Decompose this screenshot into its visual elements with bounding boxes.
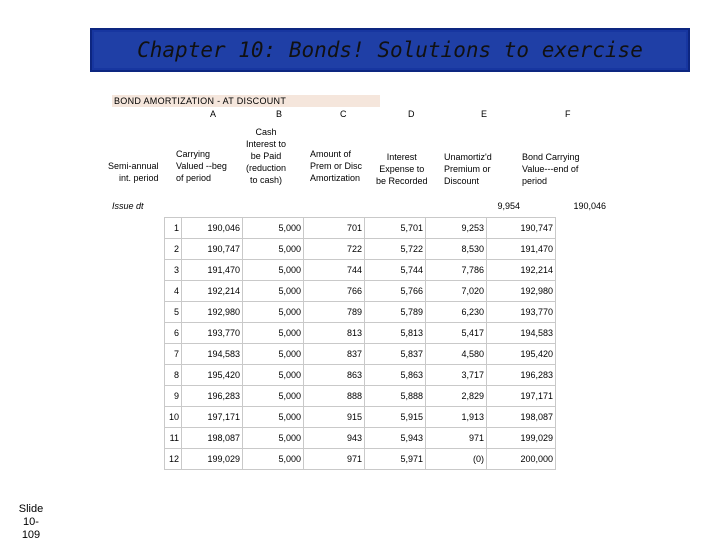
table-row <box>165 386 556 407</box>
table-cell: 197,171 <box>487 386 556 407</box>
table-cell: 10 <box>165 407 182 428</box>
table-row <box>165 344 556 365</box>
table-cell: 943 <box>304 428 365 449</box>
table-cell: 195,420 <box>487 344 556 365</box>
table-cell: 5,766 <box>365 281 426 302</box>
table-cell: 5 <box>165 302 182 323</box>
table-cell: 192,980 <box>182 302 243 323</box>
table-cell: 5,888 <box>365 386 426 407</box>
column-letter-d: D <box>408 109 415 119</box>
table-cell: 888 <box>304 386 365 407</box>
slide-number <box>10 503 52 542</box>
table-cell: 191,470 <box>182 260 243 281</box>
table-cell: 199,029 <box>487 428 556 449</box>
column-letter-e: E <box>481 109 488 119</box>
slide-number-text: Slide 10- 109 <box>18 503 44 541</box>
table-cell: 8 <box>165 365 182 386</box>
table-cell: 6,230 <box>426 302 487 323</box>
table-cell: 194,583 <box>182 344 243 365</box>
table-row <box>165 239 556 260</box>
table-row <box>165 281 556 302</box>
table-cell: 971 <box>304 449 365 470</box>
table-cell: 3,717 <box>426 365 487 386</box>
table-cell: 789 <box>304 302 365 323</box>
table-row <box>165 260 556 281</box>
table-cell: 190,046 <box>182 218 243 239</box>
table-cell: 5,744 <box>365 260 426 281</box>
table-cell: 9,253 <box>426 218 487 239</box>
table-cell: 190,747 <box>182 239 243 260</box>
header-interest-expense: Interest Expense to be Recorded <box>376 152 428 186</box>
table-row <box>165 428 556 449</box>
table-cell: 5,000 <box>243 365 304 386</box>
table-cell: 1 <box>165 218 182 239</box>
table-row <box>165 302 556 323</box>
issue-unamortized: 9,954 <box>497 201 520 211</box>
table-cell: 971 <box>426 428 487 449</box>
table-cell: 915 <box>304 407 365 428</box>
table-cell: 192,980 <box>487 281 556 302</box>
table-cell: 5,000 <box>243 281 304 302</box>
table-cell: 197,171 <box>182 407 243 428</box>
table-row <box>165 449 556 470</box>
table-cell: 5,813 <box>365 323 426 344</box>
table-cell: 191,470 <box>487 239 556 260</box>
table-row <box>165 365 556 386</box>
header-cash-interest: Cash Interest to be Paid (reduction to cash) <box>246 127 287 185</box>
table-cell: 194,583 <box>487 323 556 344</box>
table-cell: 863 <box>304 365 365 386</box>
table-cell: 193,770 <box>487 302 556 323</box>
table-cell: 5,000 <box>243 218 304 239</box>
table-cell: 192,214 <box>182 281 243 302</box>
table-cell: 5,863 <box>365 365 426 386</box>
table-cell: 5,943 <box>365 428 426 449</box>
table-cell: 5,971 <box>365 449 426 470</box>
table-cell: 5,000 <box>243 407 304 428</box>
table-cell: 4,580 <box>426 344 487 365</box>
table-cell: 813 <box>304 323 365 344</box>
table-cell: 195,420 <box>182 365 243 386</box>
issue-carrying-value: 190,046 <box>573 201 606 211</box>
table-cell: 2,829 <box>426 386 487 407</box>
table-cell: 7,020 <box>426 281 487 302</box>
table-cell: 701 <box>304 218 365 239</box>
column-letter-f: F <box>565 109 571 119</box>
table-cell: 7,786 <box>426 260 487 281</box>
table-cell: 722 <box>304 239 365 260</box>
header-amortization: Amount of Prem or Disc Amortization <box>310 149 363 183</box>
table-cell: 5,000 <box>243 428 304 449</box>
table-cell: 837 <box>304 344 365 365</box>
table-cell: 4 <box>165 281 182 302</box>
header-carrying-end: Bond Carrying Value---end of period <box>522 152 580 186</box>
table-cell: 199,029 <box>182 449 243 470</box>
table-cell: 3 <box>165 260 182 281</box>
table-cell: 5,837 <box>365 344 426 365</box>
table-cell: 5,000 <box>243 302 304 323</box>
table-row <box>165 218 556 239</box>
table-cell: 5,000 <box>243 386 304 407</box>
table-cell: 5,000 <box>243 344 304 365</box>
table-cell: 5,701 <box>365 218 426 239</box>
table-cell: 198,087 <box>487 407 556 428</box>
table-cell: (0) <box>426 449 487 470</box>
amortization-table <box>164 217 556 470</box>
table-cell: 7 <box>165 344 182 365</box>
table-cell: 5,722 <box>365 239 426 260</box>
table-cell: 12 <box>165 449 182 470</box>
table-cell: 5,000 <box>243 449 304 470</box>
table-cell: 2 <box>165 239 182 260</box>
table-cell: 5,915 <box>365 407 426 428</box>
table-cell: 6 <box>165 323 182 344</box>
table-row <box>165 323 556 344</box>
table-cell: 200,000 <box>487 449 556 470</box>
table-cell: 11 <box>165 428 182 449</box>
table-cell: 5,000 <box>243 260 304 281</box>
table-cell: 5,000 <box>243 323 304 344</box>
table-cell: 744 <box>304 260 365 281</box>
table-cell: 196,283 <box>487 365 556 386</box>
table-cell: 9 <box>165 386 182 407</box>
table-cell: 5,789 <box>365 302 426 323</box>
table-cell: 5,000 <box>243 239 304 260</box>
header-unamortized: Unamortiz'd Premium or Discount <box>444 152 492 186</box>
table-cell: 8,530 <box>426 239 487 260</box>
slide-title: Chapter 10: Bonds! Solutions to exercise <box>137 38 643 62</box>
table-cell: 766 <box>304 281 365 302</box>
section-label: BOND AMORTIZATION - AT DISCOUNT <box>112 95 380 107</box>
table-cell: 198,087 <box>182 428 243 449</box>
table-cell: 196,283 <box>182 386 243 407</box>
title-banner <box>90 28 690 72</box>
table-row <box>165 407 556 428</box>
column-letter-a: A <box>210 109 217 119</box>
table-cell: 190,747 <box>487 218 556 239</box>
column-letter-b: B <box>276 109 283 119</box>
table-cell: 5,417 <box>426 323 487 344</box>
column-letter-c: C <box>340 109 347 119</box>
table-cell: 1,913 <box>426 407 487 428</box>
table-cell: 192,214 <box>487 260 556 281</box>
table-cell: 193,770 <box>182 323 243 344</box>
header-period: Semi-annual int. period <box>108 161 159 183</box>
header-carrying-value: Carrying Valued --beg of period <box>176 149 227 183</box>
issue-date-label: Issue dt <box>112 201 144 211</box>
